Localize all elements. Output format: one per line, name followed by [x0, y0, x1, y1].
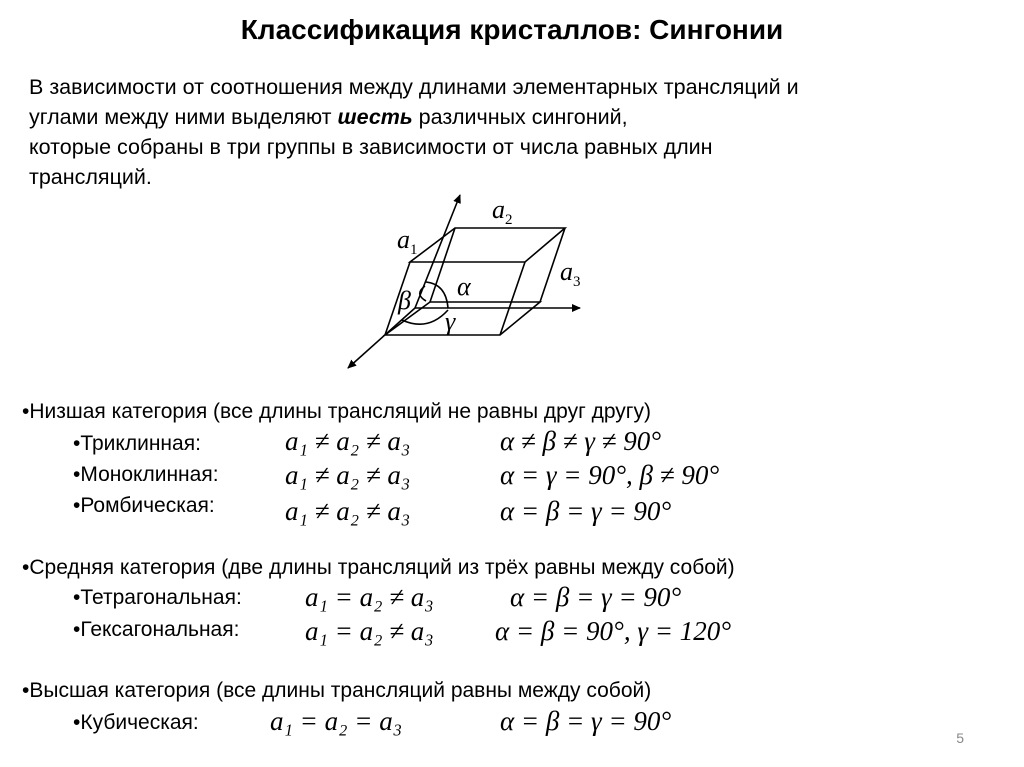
- tetragonal-translations: a₁ = a₂ ≠ a₃: [305, 582, 434, 612]
- syngony-hexagonal: •Гексагональная:: [73, 618, 240, 641]
- cubic-angles: α = β = γ = 90°: [500, 706, 672, 736]
- label-beta: β: [398, 286, 411, 315]
- label-gamma: γ: [445, 307, 456, 336]
- label-alpha: α: [457, 272, 471, 301]
- intro-text: [29, 72, 989, 192]
- category-highest: •Высшая категория (все длины трансляций равны между собой): [22, 679, 652, 702]
- label-a3: $a_3$: [560, 257, 581, 290]
- intro-line-3: которые собраны в три группы в зависимости от числа равных длин: [29, 135, 713, 159]
- syngony-tetragonal: •Тетрагональная:: [73, 586, 242, 609]
- label-a2: $a_2$: [492, 195, 513, 228]
- intro-line-2: углами между ними выделяют шесть различных сингоний,: [29, 105, 628, 129]
- category-middle: •Средняя категория (две длины трансляций из трёх равны между собой): [22, 556, 735, 579]
- page-number: 5: [956, 730, 964, 746]
- orthorhombic-translations: a₁ ≠ a₂ ≠ a₃: [285, 496, 411, 526]
- syngony-cubic: •Кубическая:: [73, 711, 199, 734]
- slide-title: Классификация кристаллов: Сингонии: [240, 14, 784, 45]
- orthorhombic-angles: α = β = γ = 90°: [500, 496, 672, 526]
- monoclinic-translations: a₁ ≠ a₂ ≠ a₃: [285, 460, 411, 490]
- syngony-monoclinic: •Моноклинная:: [73, 463, 219, 486]
- axis-a2: [348, 308, 415, 368]
- syngony-orthorhombic: •Ромбическая:: [73, 494, 215, 517]
- label-a1: $a_1$: [397, 225, 418, 258]
- category-lowest: •Низшая категория (все длины трансляций не равны друг другу): [22, 400, 651, 423]
- emphasis-six: шесть: [337, 105, 413, 129]
- intro-line-1: В зависимости от соотношения между длинами элементарных трансляций и: [29, 75, 799, 99]
- monoclinic-angles: α = γ = 90°, β ≠ 90°: [500, 460, 720, 490]
- tetragonal-angles: α = β = γ = 90°: [510, 582, 682, 612]
- axis-a1: [415, 195, 460, 308]
- intro-line-4: трансляций.: [29, 165, 152, 189]
- triclinic-translations: a₁ ≠ a₂ ≠ a₃: [285, 426, 411, 456]
- triclinic-angles: α ≠ β ≠ γ ≠ 90°: [500, 426, 662, 456]
- unit-cell-diagram: [330, 190, 590, 370]
- syngony-triclinic: •Триклинная:: [73, 432, 201, 455]
- hexagonal-translations: a₁ = a₂ ≠ a₃: [305, 616, 434, 646]
- angle-alpha-arc: [426, 282, 448, 308]
- cubic-translations: a₁ = a₂ = a₃: [270, 706, 403, 736]
- hexagonal-angles: α = β = 90°, γ = 120°: [495, 616, 732, 646]
- cell-back-face: [410, 228, 565, 262]
